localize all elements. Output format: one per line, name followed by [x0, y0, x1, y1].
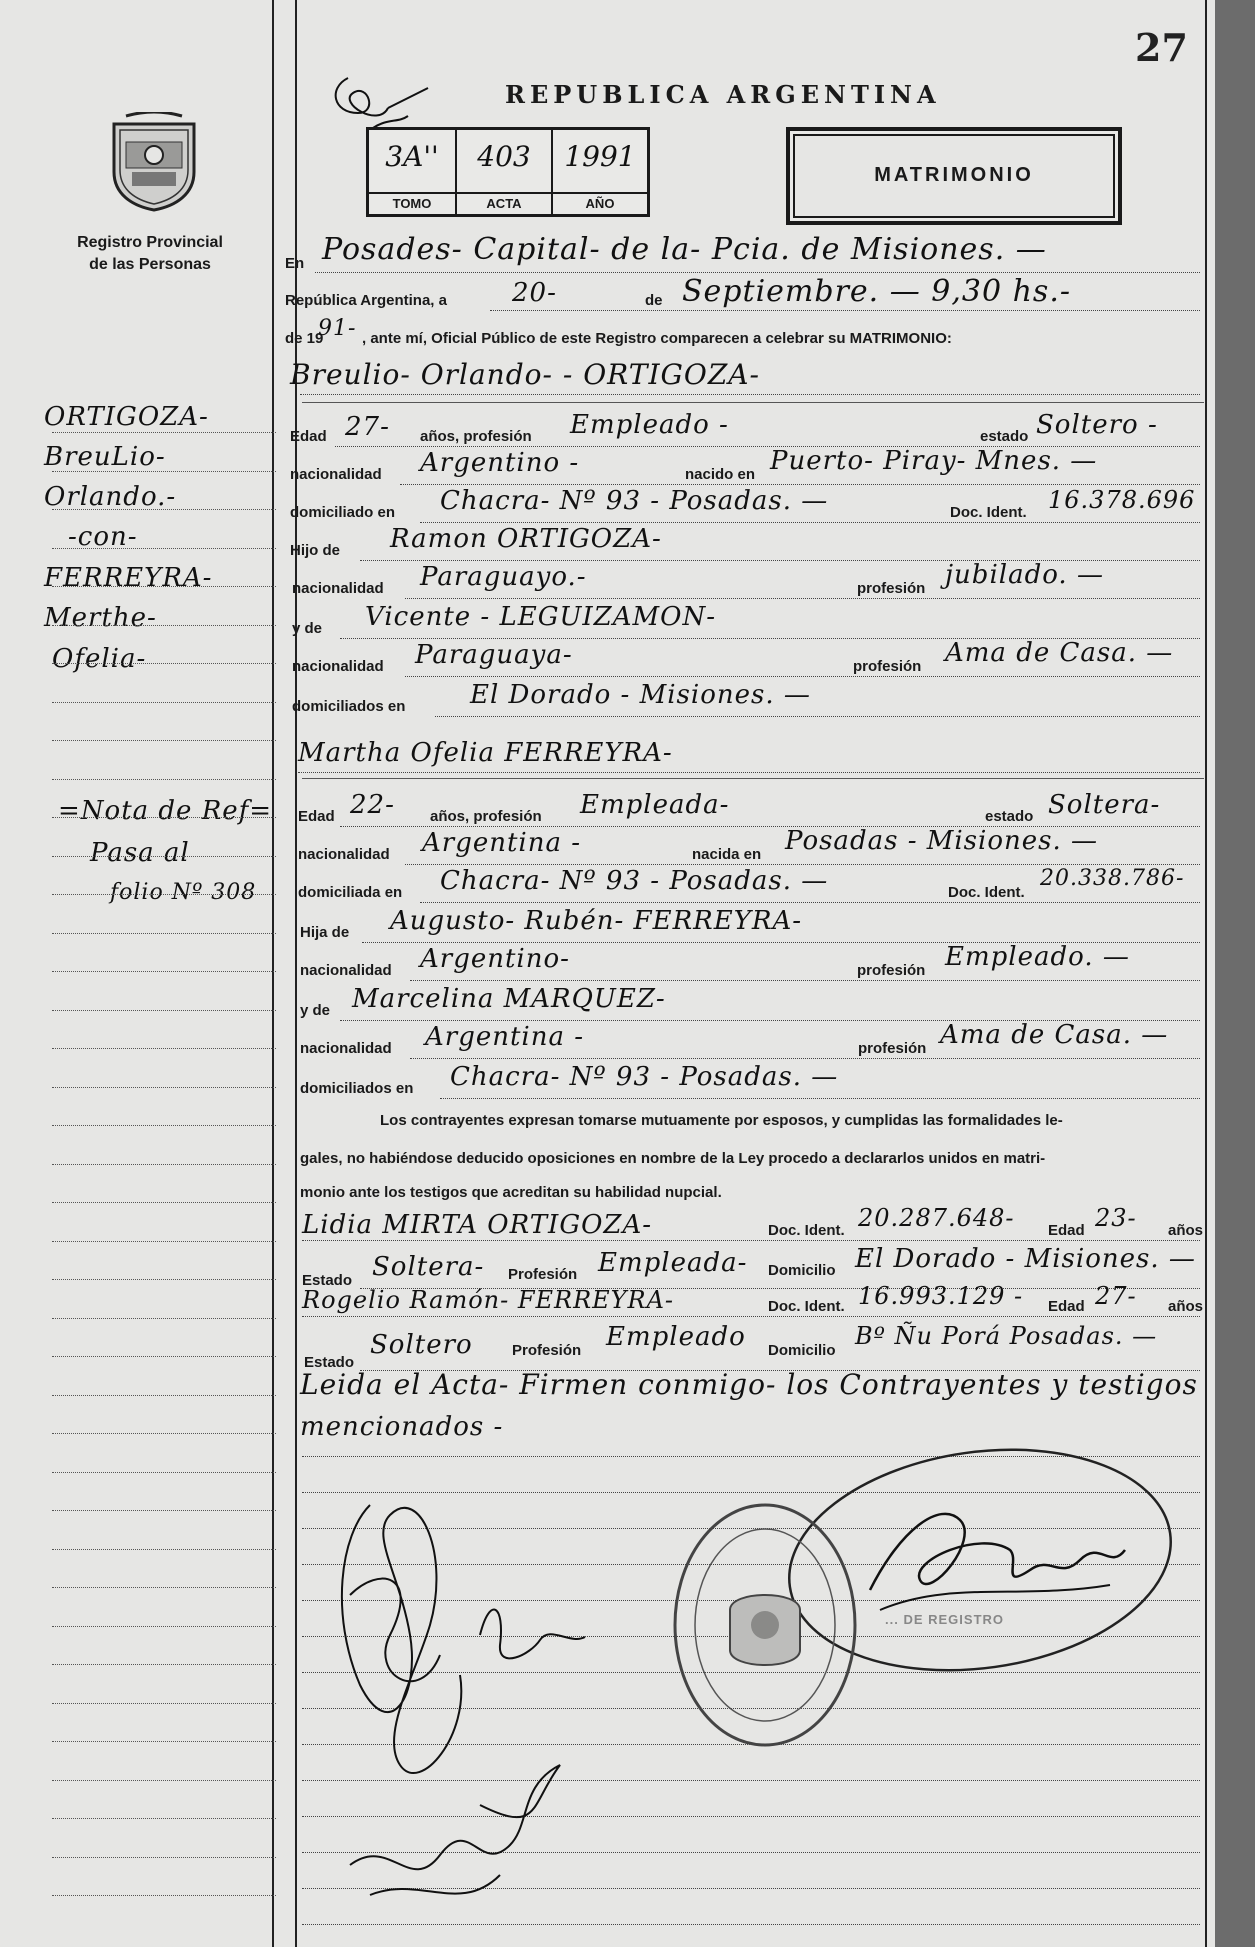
date-dots — [490, 310, 1200, 311]
groom-profession: Empleado - — [570, 410, 729, 440]
bride-row8-dots — [440, 1098, 1200, 1099]
margin-name-1: ORTIGOZA- — [44, 402, 209, 432]
groom-doc-label: Doc. Ident. — [950, 504, 1027, 521]
margin-ruled-line — [52, 933, 276, 934]
bride-estado-label: estado — [985, 808, 1034, 825]
margin-ruled-line — [52, 779, 276, 780]
margin-ruled-line — [52, 1087, 276, 1088]
margin-ruled-line — [52, 1510, 276, 1511]
margin-ruled-line — [52, 1549, 276, 1550]
margin-ruled-line — [52, 663, 276, 664]
bride-domiciliados-label: domiciliados en — [300, 1080, 414, 1097]
margin-ruled-line — [52, 1202, 276, 1203]
acta-cell — [457, 130, 553, 214]
margin-ruled-line — [52, 1164, 276, 1165]
bride-y-de-label: y de — [300, 1002, 331, 1019]
margin-border-line — [272, 0, 274, 1947]
margin-ruled-line — [52, 625, 276, 626]
bride-row5-dots — [410, 980, 1200, 981]
bride-section-rule — [302, 778, 1204, 779]
bride-mother-name: Marcelina MARQUEZ- — [352, 984, 666, 1014]
groom-nacionalidad-label: nacionalidad — [290, 466, 382, 483]
margin-ruled-line — [52, 1472, 276, 1473]
witness1-estado-label: Estado — [302, 1272, 353, 1289]
matrimonio-label: MATRIMONIO — [874, 164, 1034, 186]
margin-ruled-line — [52, 1241, 276, 1242]
margin-name-3: Orlando.- — [44, 482, 177, 512]
official-signature — [860, 1490, 1130, 1630]
witness2-domicilio-label: Domicilio — [768, 1342, 836, 1359]
margin-ruled-line — [52, 1741, 276, 1742]
groom-edad-label: Edad — [290, 428, 327, 445]
groom-domiciliados-label: domiciliados en — [292, 698, 406, 715]
groom-row8-dots — [435, 716, 1200, 717]
margin-ruled-line — [52, 509, 276, 510]
margin-note-1: =Nota de Ref= — [58, 796, 273, 826]
margin-ruled-line — [52, 586, 276, 587]
margin-ruled-line — [52, 432, 276, 433]
margin-ruled-line — [52, 971, 276, 972]
bride-row2-dots — [405, 864, 1200, 865]
bride-father-profession: Empleado. — — [945, 942, 1130, 972]
bride-parents-address: Chacra- Nº 93 - Posadas. — — [450, 1062, 839, 1092]
bride-mother-nationality: Argentina - — [425, 1022, 585, 1052]
margin-ruled-line — [52, 1895, 276, 1896]
groom-father-name: Ramon ORTIGOZA- — [390, 524, 662, 554]
body-right-border-line — [1205, 0, 1207, 1947]
groom-mother-profession: Ama de Casa. — — [945, 638, 1174, 668]
republica-label: República Argentina, a — [285, 292, 447, 309]
ceremony-year: 91- — [318, 316, 357, 341]
registry-label — [60, 232, 240, 276]
margin-ruled-line — [52, 740, 276, 741]
groom-full-name: Breulio- Orlando- - ORTIGOZA- — [290, 358, 760, 391]
groom-father-nacionalidad-label: nacionalidad — [292, 580, 384, 597]
margin-ruled-line — [52, 1125, 276, 1126]
groom-civil-status: Soltero - — [1036, 410, 1158, 440]
closing-line-1: Leida el Acta- Firmen conmigo- los Contrayentes y testigos — [300, 1368, 1198, 1401]
witness1-profession: Empleada- — [598, 1248, 748, 1278]
margin-ruled-line — [52, 1664, 276, 1665]
declaration-line-2: gales, no habiéndose deducido oposiciones en nombre de la Ley procedo a declararlos unidos en matri- — [300, 1150, 1046, 1167]
ceremony-month-time: Septiembre. — 9,30 hs.- — [682, 274, 1071, 309]
witness1-doc-label: Doc. Ident. — [768, 1222, 845, 1239]
groom-age: 27- — [345, 412, 390, 442]
bride-doc-label: Doc. Ident. — [948, 884, 1025, 901]
margin-ruled-line — [52, 1703, 276, 1704]
bride-mother-profesion-label: profesión — [858, 1040, 927, 1057]
margin-ruled-line — [52, 1587, 276, 1588]
witness2-row1-dots — [302, 1316, 1200, 1317]
anio-label: AÑO — [553, 192, 647, 214]
witness2-age: 27- — [1095, 1282, 1137, 1310]
year-prefix-label: de 19 — [285, 330, 324, 347]
groom-y-de-label: y de — [292, 620, 323, 637]
witness1-row1-dots — [302, 1240, 1200, 1241]
witness2-doc-label: Doc. Ident. — [768, 1298, 845, 1315]
acta-number-value: 403 — [477, 140, 531, 173]
margin-ruled-line — [52, 817, 276, 818]
groom-anios-profesion-label: años, profesión — [420, 428, 532, 445]
witness2-civil-status: Soltero — [370, 1330, 473, 1360]
groom-address: Chacra- Nº 93 - Posadas. — — [440, 486, 829, 516]
place-dots — [315, 272, 1200, 273]
margin-ruled-line — [52, 702, 276, 703]
margin-ruled-line — [52, 1780, 276, 1781]
witness1-edad-label: Edad — [1048, 1222, 1085, 1239]
bride-father-name: Augusto- Rubén- FERREYRA- — [390, 906, 803, 936]
groom-name-dots — [300, 394, 1200, 395]
header-title: REPUBLICA ARGENTINA — [505, 80, 941, 109]
margin-ruled-line — [52, 1356, 276, 1357]
groom-row2-dots — [400, 484, 1200, 485]
groom-mother-nacionalidad-label: nacionalidad — [292, 658, 384, 675]
margin-note-2: Pasa al — [90, 838, 190, 868]
witness1-address: El Dorado - Misiones. — — [855, 1244, 1196, 1274]
groom-father-profesion-label: profesión — [857, 580, 926, 597]
page-number: 27 — [1135, 25, 1188, 70]
witness2-name: Rogelio Ramón- FERREYRA- — [302, 1286, 675, 1314]
tomo-label: TOMO — [369, 192, 455, 214]
registry-label-line2: de las Personas — [89, 256, 211, 273]
witness2-anios-label: años — [1168, 1298, 1204, 1315]
handwritten-signatures — [330, 1475, 670, 1925]
margin-note-3: folio Nº 308 — [110, 880, 257, 905]
bride-nacionalidad-label: nacionalidad — [298, 846, 390, 863]
groom-row5-dots — [405, 598, 1200, 599]
bride-profession: Empleada- — [580, 790, 730, 820]
witness1-anios-label: años — [1168, 1222, 1204, 1239]
groom-father-profession: jubilado. — — [945, 560, 1104, 590]
witness2-profession: Empleado — [606, 1322, 746, 1352]
margin-name-6: Merthe- — [44, 603, 157, 633]
bride-civil-status: Soltera- — [1048, 790, 1161, 820]
groom-father-nationality: Paraguayo.- — [420, 562, 587, 592]
ceremony-day: 20- — [512, 278, 557, 308]
witness2-estado-label: Estado — [304, 1354, 355, 1371]
groom-row7-dots — [405, 676, 1200, 677]
anio-value: 1991 — [564, 140, 636, 173]
groom-parents-address: El Dorado - Misiones. — — [470, 680, 811, 710]
margin-ruled-line — [52, 1433, 276, 1434]
bride-address: Chacra- Nº 93 - Posadas. — — [440, 866, 829, 896]
bride-full-name: Martha Ofelia FERREYRA- — [298, 738, 673, 768]
tomo-value: 3A'' — [385, 140, 439, 173]
witness1-domicilio-label: Domicilio — [768, 1262, 836, 1279]
groom-doc-id: 16.378.696 — [1048, 486, 1196, 514]
bride-row3-dots — [420, 902, 1200, 903]
bride-father-profesion-label: profesión — [857, 962, 926, 979]
bride-name-dots — [298, 772, 1200, 773]
margin-ruled-line — [52, 1818, 276, 1819]
witness1-doc-id: 20.287.648- — [858, 1204, 1015, 1232]
witness1-profesion-label: Profesión — [508, 1266, 578, 1283]
groom-nacido-label: nacido en — [685, 466, 756, 483]
margin-name-5: FERREYRA- — [44, 563, 213, 593]
bride-mother-profession: Ama de Casa. — — [940, 1020, 1169, 1050]
acta-label: ACTA — [457, 192, 551, 214]
bride-anios-profesion-label: años, profesión — [430, 808, 542, 825]
groom-birthplace: Puerto- Piray- Mnes. — — [770, 446, 1098, 476]
bride-domiciliada-label: domiciliada en — [298, 884, 403, 901]
scan-edge — [1215, 0, 1255, 1947]
margin-ruled-line — [52, 548, 276, 549]
matrimonio-box — [786, 127, 1122, 225]
bride-doc-id: 20.338.786- — [1040, 866, 1185, 891]
oval-stamp-text: ... DE REGISTRO — [885, 1612, 1005, 1627]
margin-ruled-line — [52, 856, 276, 857]
declaration-line-1: Los contrayentes expresan tomarse mutuamente por esposos, y cumplidas las formalidades le- — [380, 1112, 1063, 1129]
margin-ruled-line — [52, 1626, 276, 1627]
witness2-address: Bº Ñu Porá Posadas. — — [855, 1322, 1158, 1350]
margin-ruled-line — [52, 1279, 276, 1280]
margin-ruled-line — [52, 1048, 276, 1049]
ceremony-place: Posades- Capital- de la- Pcia. de Misiones. — — [322, 232, 1047, 267]
official-seal-stamp — [670, 1500, 860, 1750]
registry-seal-logo — [106, 112, 202, 212]
bride-row7-dots — [410, 1058, 1200, 1059]
anio-cell — [553, 130, 647, 214]
groom-mother-nationality: Paraguaya- — [415, 640, 573, 670]
bride-nacida-label: nacida en — [692, 846, 762, 863]
margin-ruled-line — [52, 1395, 276, 1396]
witness1-civil-status: Soltera- — [372, 1252, 485, 1282]
groom-estado-label: estado — [980, 428, 1029, 445]
margin-ruled-line — [52, 471, 276, 472]
margin-name-2: BreuLio- — [44, 442, 166, 472]
margin-name-4: -con- — [68, 522, 138, 552]
groom-domiciliado-label: domiciliado en — [290, 504, 396, 521]
intro-statement: , ante mí, Oficial Público de este Registro comparecen a celebrar su MATRIMONIO: — [362, 330, 952, 347]
bride-hija-label: Hija de — [300, 924, 350, 941]
groom-row3-dots — [420, 522, 1200, 523]
bride-birthplace: Posadas - Misiones. — — [785, 826, 1098, 856]
groom-hijo-label: Hijo de — [290, 542, 341, 559]
bride-father-nacionalidad-label: nacionalidad — [300, 962, 392, 979]
bride-nationality: Argentina - — [422, 828, 582, 858]
bride-edad-label: Edad — [298, 808, 335, 825]
groom-mother-name: Vicente - LEGUIZAMON- — [365, 602, 716, 632]
witness2-doc-id: 16.993.129 - — [858, 1282, 1024, 1310]
groom-section-rule — [302, 402, 1204, 403]
margin-name-7: Ofelia- — [52, 644, 147, 674]
closing-line-2: mencionados - — [300, 1412, 504, 1442]
margin-ruled-line — [52, 1857, 276, 1858]
witness2-edad-label: Edad — [1048, 1298, 1085, 1315]
margin-ruled-line — [52, 894, 276, 895]
bride-age: 22- — [350, 790, 395, 820]
margin-ruled-line — [52, 1318, 276, 1319]
bride-mother-nacionalidad-label: nacionalidad — [300, 1040, 392, 1057]
groom-nationality: Argentino - — [420, 448, 580, 478]
witness2-profesion-label: Profesión — [512, 1342, 582, 1359]
registry-label-line1: Registro Provincial — [77, 234, 223, 251]
de-label: de — [645, 292, 663, 309]
witness1-name: Lidia MIRTA ORTIGOZA- — [302, 1210, 653, 1240]
groom-mother-profesion-label: profesión — [853, 658, 922, 675]
declaration-line-3: monio ante los testigos que acreditan su habilidad nupcial. — [300, 1184, 722, 1201]
margin-ruled-line — [52, 1010, 276, 1011]
bride-father-nationality: Argentino- — [420, 944, 570, 974]
witness1-age: 23- — [1095, 1204, 1137, 1232]
en-label: En — [285, 255, 305, 272]
tomo-cell — [369, 130, 457, 214]
acta-box — [366, 127, 650, 217]
